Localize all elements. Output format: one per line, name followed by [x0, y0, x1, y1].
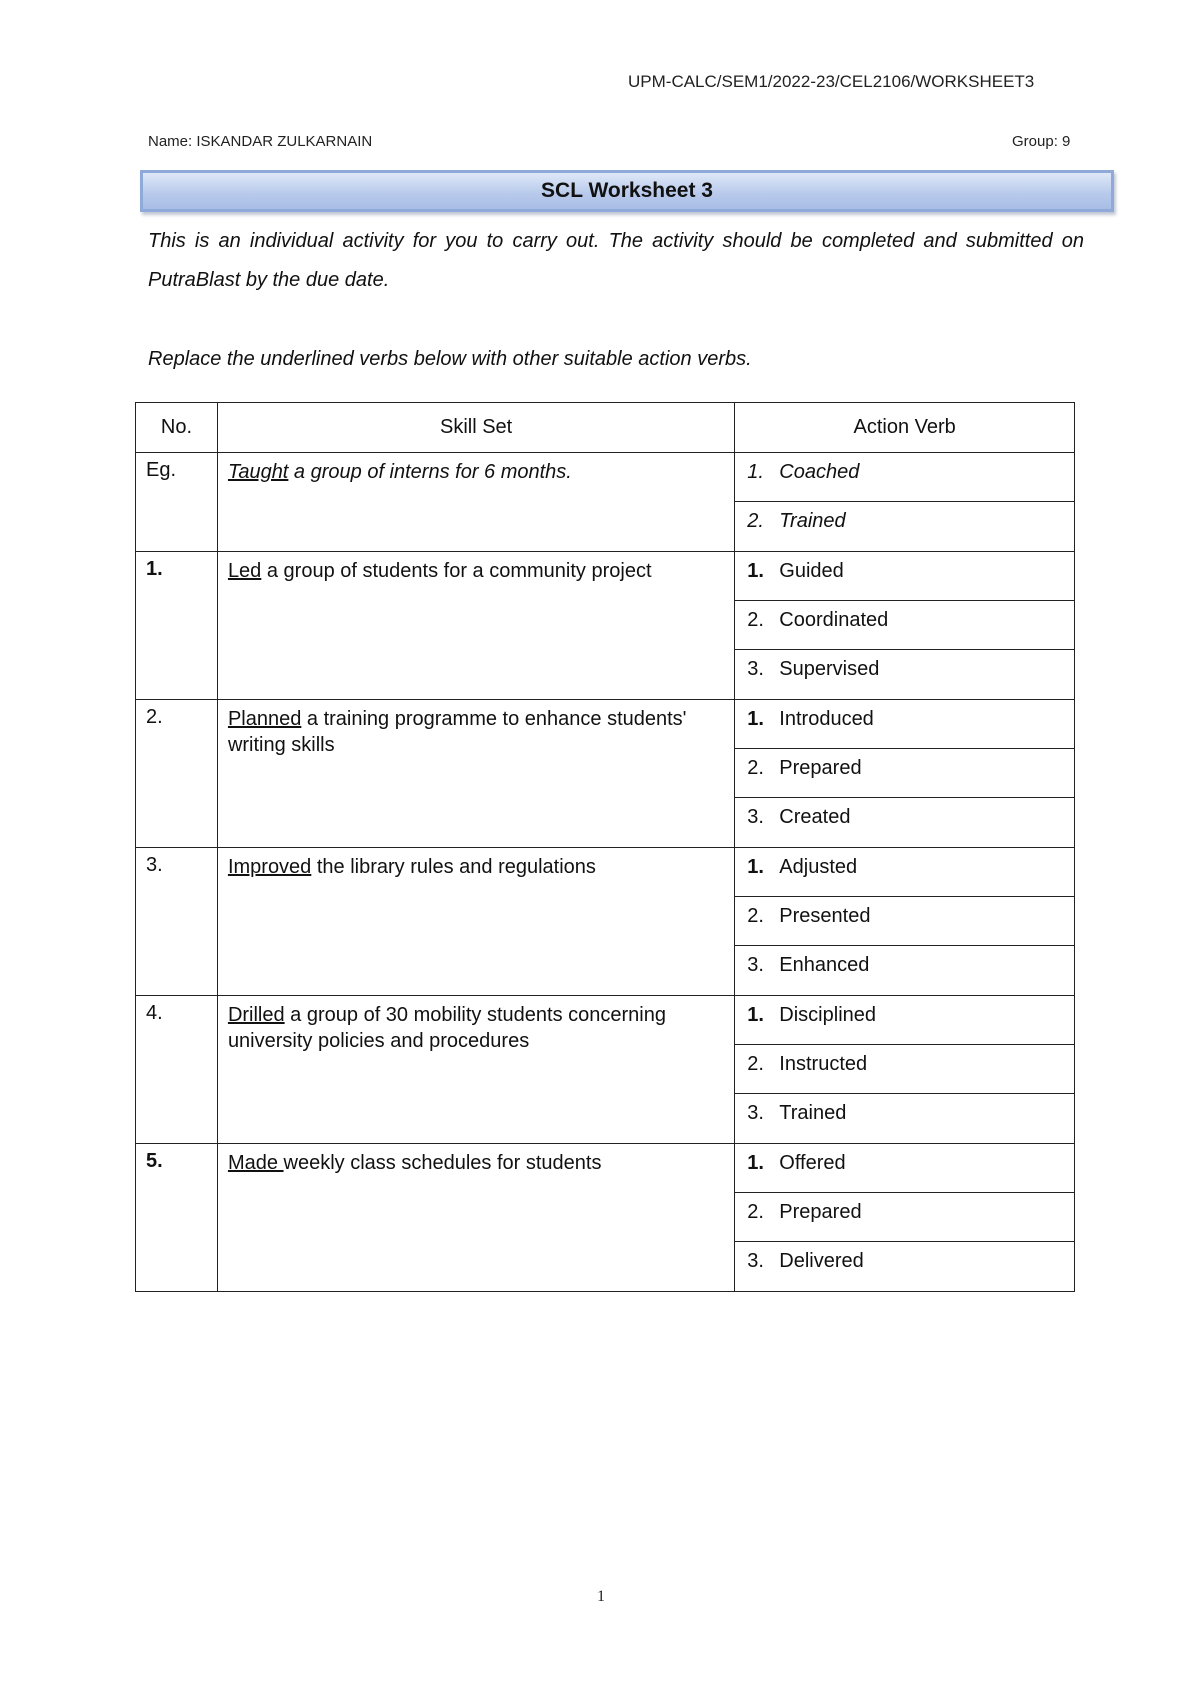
skill-set-cell: [217, 700, 734, 848]
verb-number: 3.: [747, 1102, 764, 1124]
verb-text: Trained: [779, 510, 846, 532]
action-verb-item: [735, 552, 1074, 601]
row-number: 4.: [136, 996, 218, 1144]
verb-text: Offered: [779, 1152, 846, 1174]
skill-set-cell: [217, 1144, 734, 1292]
page-number: 1: [597, 1588, 605, 1605]
action-verb-item: [735, 798, 1074, 847]
table-header-row: [136, 403, 1075, 453]
verb-text: Introduced: [779, 708, 874, 730]
table-row: [136, 996, 1075, 1144]
table-row: [136, 1144, 1075, 1292]
verb-text: Created: [779, 806, 851, 828]
action-verb-item: [735, 1144, 1074, 1193]
action-verb-cell: [735, 1144, 1075, 1292]
action-verb-item: [735, 996, 1074, 1045]
action-verb-item: [735, 650, 1074, 699]
underlined-verb: Led: [227, 560, 262, 582]
verb-number: 1.: [747, 560, 764, 582]
action-verb-item: [735, 1242, 1074, 1291]
verb-text: Coordinated: [779, 609, 889, 631]
verb-number: 1.: [747, 1004, 764, 1026]
skill-set-cell: [217, 552, 734, 700]
action-verb-item: [735, 1094, 1074, 1143]
verb-text: Trained: [779, 1102, 847, 1124]
verb-text: Delivered: [779, 1250, 864, 1272]
verb-number: 1.: [747, 856, 764, 878]
action-verb-item: [735, 700, 1074, 749]
verb-number: 2.: [747, 905, 764, 927]
verb-number: 1.: [747, 461, 764, 483]
verb-number: 1.: [747, 708, 764, 730]
header-action-verb: Action Verb: [735, 403, 1075, 453]
verb-number: 3.: [747, 658, 764, 680]
header-no: No.: [136, 403, 218, 453]
verb-number: 2.: [747, 1053, 764, 1075]
verb-number: 1.: [747, 1152, 764, 1174]
row-number: 5.: [136, 1144, 218, 1292]
skill-set-cell: [217, 848, 734, 996]
verb-text: Disciplined: [779, 1004, 877, 1026]
header-skill-set: Skill Set: [217, 403, 734, 453]
verb-number: 3.: [747, 954, 764, 976]
verb-number: 3.: [747, 806, 764, 828]
action-verb-item: [735, 749, 1074, 798]
skill-description: a group of interns for 6 months.: [288, 461, 572, 483]
underlined-verb: Made: [227, 1152, 284, 1174]
action-verb-cell: [735, 552, 1075, 700]
row-number: 1.: [136, 552, 218, 700]
action-verb-cell: [735, 848, 1075, 996]
skill-description: a group of students for a community project: [261, 560, 652, 582]
action-verb-item: [735, 1193, 1074, 1242]
action-verb-cell: [735, 700, 1075, 848]
skill-description: a training programme to enhance students' writing skills: [227, 708, 693, 756]
student-name: Name: ISKANDAR ZULKARNAIN: [148, 133, 373, 150]
worksheet-title: SCL Worksheet 3: [140, 170, 1114, 212]
table-row: [136, 552, 1075, 700]
verb-text: Prepared: [779, 757, 862, 779]
action-verb-item: [735, 848, 1074, 897]
verb-number: 2.: [747, 609, 764, 631]
table-row: [136, 700, 1075, 848]
underlined-verb: Planned: [227, 708, 302, 730]
row-number: 3.: [136, 848, 218, 996]
action-verb-item: [735, 946, 1074, 995]
row-number: 2.: [136, 700, 218, 848]
action-verb-item: [735, 897, 1074, 946]
row-number: Eg.: [136, 453, 218, 552]
table-body: [136, 453, 1075, 1292]
verb-text: Presented: [779, 905, 871, 927]
action-verb-item: [735, 601, 1074, 650]
verb-number: 2.: [747, 757, 764, 779]
document-code: UPM-CALC/SEM1/2022-23/CEL2106/WORKSHEET3: [628, 72, 1035, 91]
underlined-verb: Improved: [227, 856, 312, 878]
verb-number: 3.: [747, 1250, 764, 1272]
action-verb-cell: [735, 996, 1075, 1144]
instruction-text: This is an individual activity for you to carry out. The activity should be completed and submitted on PutraBlast by the due date.: [148, 230, 1084, 291]
action-verb-item: [735, 453, 1074, 502]
table-row: [136, 453, 1075, 552]
verb-text: Coached: [779, 461, 860, 483]
skill-description: a group of 30 mobility students concerning university policies and procedures: [227, 1004, 672, 1052]
underlined-verb: Taught: [227, 461, 289, 483]
underlined-verb: Drilled: [227, 1004, 285, 1026]
skill-set-cell: [217, 453, 734, 552]
verb-text: Prepared: [779, 1201, 862, 1223]
skill-description: the library rules and regulations: [311, 856, 596, 878]
action-verb-cell: [735, 453, 1075, 552]
action-verb-item: [735, 502, 1074, 551]
skill-set-cell: [217, 996, 734, 1144]
verb-number: 2.: [747, 1201, 764, 1223]
group-number: Group: 9: [1012, 133, 1071, 150]
verb-text: Instructed: [779, 1053, 868, 1075]
verb-text: Guided: [779, 560, 844, 582]
task-instruction: Replace the underlined verbs below with other suitable action verbs.: [148, 348, 752, 370]
verb-text: Supervised: [779, 658, 880, 680]
skill-description: weekly class schedules for students: [283, 1152, 602, 1174]
verb-text: Adjusted: [779, 856, 858, 878]
skill-verb-table: [135, 402, 1075, 1292]
table-row: [136, 848, 1075, 996]
verb-text: Enhanced: [779, 954, 870, 976]
action-verb-item: [735, 1045, 1074, 1094]
verb-number: 2.: [747, 510, 764, 532]
